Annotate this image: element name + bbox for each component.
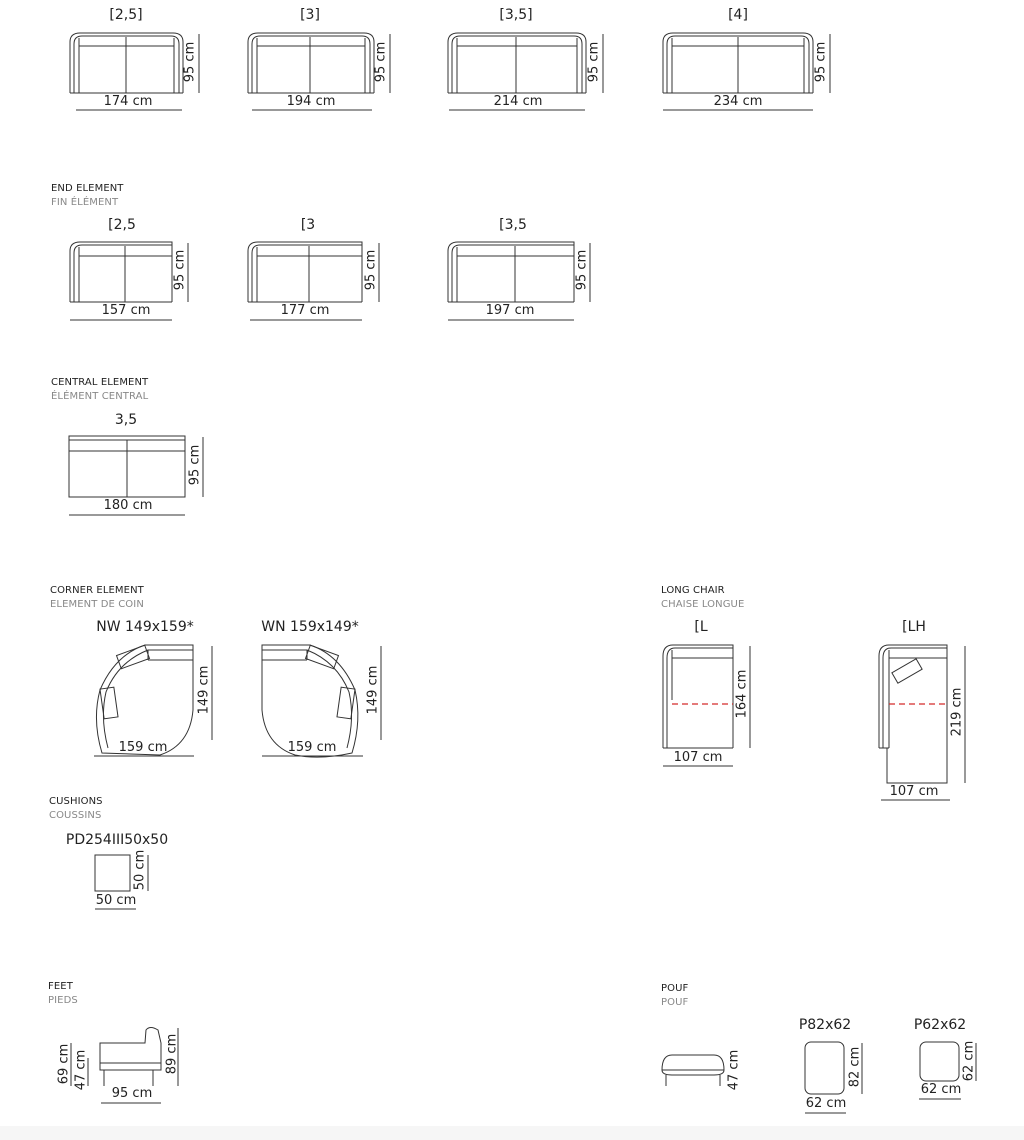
corner-label: NW 149x159* [96, 619, 194, 635]
end-height: 95 cm [363, 249, 379, 291]
pouf-width: 62 cm [920, 1082, 962, 1097]
end-width: 177 cm [280, 303, 330, 318]
central-width: 180 cm [103, 498, 153, 513]
corner-height: 149 cm [365, 665, 381, 715]
sofa-width: 214 cm [493, 94, 543, 109]
long-chair-width: 107 cm [673, 750, 723, 765]
pouf-width: 62 cm [805, 1096, 847, 1111]
sofa-label: [3,5] [499, 7, 533, 23]
section-subtitle: ÉLÉMENT CENTRAL [51, 391, 149, 402]
long-chair-height: 164 cm [734, 669, 750, 719]
sofa-height: 95 cm [182, 41, 198, 83]
cushion-height: 50 cm [132, 849, 148, 891]
end-label: [3,5 [499, 217, 527, 233]
sofa-width: 234 cm [713, 94, 763, 109]
sofa-height: 95 cm [813, 41, 829, 83]
end-label: [2,5 [108, 217, 136, 233]
section-title: CORNER ELEMENT [50, 585, 144, 596]
central-label: 3,5 [114, 412, 138, 428]
feet-height: 89 cm [164, 1033, 180, 1075]
corner-height: 149 cm [196, 665, 212, 715]
sofa-label: [2,5] [109, 7, 143, 23]
section-title: FEET [48, 981, 73, 992]
pouf-side-height: 47 cm [726, 1049, 742, 1091]
feet-width: 95 cm [111, 1086, 153, 1101]
corner-width: 159 cm [118, 740, 168, 755]
sofa-height: 95 cm [586, 41, 602, 83]
central-height: 95 cm [187, 444, 203, 486]
footer-band [0, 1126, 1024, 1140]
section-subtitle: FIN ÉLÉMENT [51, 197, 119, 208]
long-chair-height: 219 cm [949, 687, 965, 737]
end-width: 197 cm [485, 303, 535, 318]
feet-height: 69 cm [56, 1043, 72, 1085]
sofa-width: 174 cm [103, 94, 153, 109]
section-title: LONG CHAIR [661, 585, 725, 596]
section-subtitle: COUSSINS [49, 810, 102, 821]
corner-width: 159 cm [287, 740, 337, 755]
cushion-width: 50 cm [95, 893, 137, 908]
long-chair-label: [LH [902, 619, 926, 635]
end-height: 95 cm [574, 249, 590, 291]
sofa-width: 194 cm [286, 94, 336, 109]
long-chair-label: [L [694, 619, 708, 635]
section-subtitle: CHAISE LONGUE [661, 599, 745, 610]
pouf-height: 62 cm [961, 1040, 977, 1082]
pouf-label: P82x62 [798, 1017, 852, 1033]
section-subtitle: ELEMENT DE COIN [50, 599, 144, 610]
section-title: CENTRAL ELEMENT [51, 377, 149, 388]
section-subtitle: POUF [661, 997, 689, 1008]
pouf-label: P62x62 [913, 1017, 967, 1033]
sofa-height: 95 cm [373, 41, 389, 83]
sofa-label: [3] [300, 7, 320, 23]
corner-label: WN 159x149* [261, 619, 359, 635]
section-title: END ELEMENT [51, 183, 124, 194]
cushion-label: PD254III50x50 [65, 832, 169, 848]
end-width: 157 cm [101, 303, 151, 318]
end-label: [3 [300, 217, 316, 233]
sofa-label: [4] [728, 7, 748, 23]
feet-height: 47 cm [73, 1049, 89, 1091]
long-chair-width: 107 cm [889, 784, 939, 799]
section-title: CUSHIONS [49, 796, 103, 807]
section-title: POUF [661, 983, 689, 994]
section-subtitle: PIEDS [48, 995, 78, 1006]
pouf-height: 82 cm [847, 1046, 863, 1088]
end-height: 95 cm [172, 249, 188, 291]
